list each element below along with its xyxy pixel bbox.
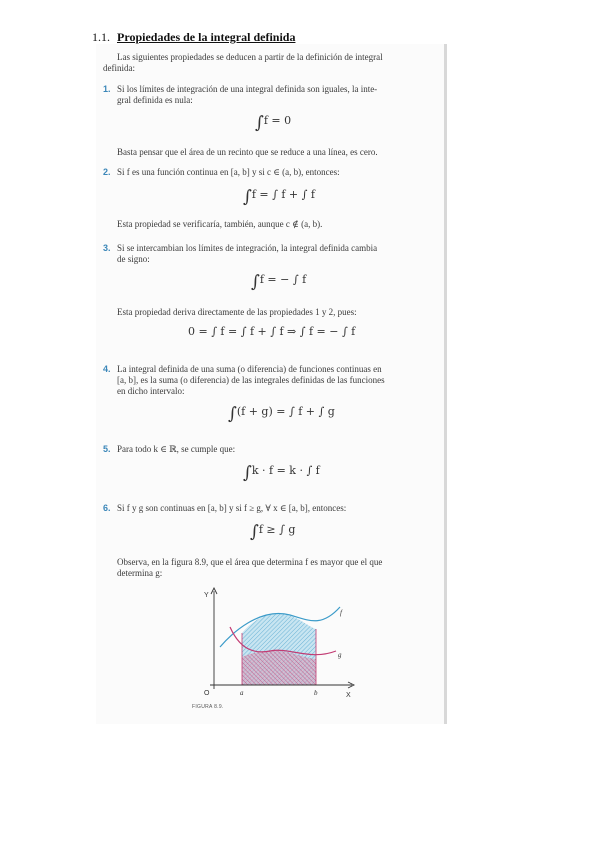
item-1-line-1: Si los límites de integración de una integral definida son iguales, la inte-	[117, 84, 378, 94]
item-number-4: 4.	[103, 364, 111, 374]
label-b: b	[314, 689, 318, 697]
formula-2	[243, 187, 315, 207]
note-3: Esta propiedad deriva directamente de las propiedades 1 y 2, pues:	[117, 307, 357, 317]
item-number-5: 5.	[103, 444, 111, 454]
item-number-3: 3.	[103, 243, 111, 253]
item-number-1: 1.	[103, 84, 111, 94]
formula-2-text: f = ∫ f + ∫ f	[251, 188, 315, 201]
formula-3	[251, 272, 306, 292]
formula-3b	[188, 325, 355, 338]
formula-6-text: f ≥ ∫ g	[258, 523, 296, 536]
formula-3-text: f = − ∫ f	[259, 273, 307, 286]
label-f: f	[340, 609, 342, 617]
item-number-2: 2.	[103, 167, 111, 177]
item-4-line-3: en dicho intervalo:	[117, 386, 185, 396]
integral-sign: ∫	[255, 113, 264, 133]
label-y: Y	[204, 592, 209, 599]
note-1: Basta pensar que el área de un recinto que se reduce a una línea, es cero.	[117, 147, 378, 157]
item-4-line-2: [a, b], es la suma (o diferencia) de las integrales definidas de las funciones	[117, 375, 385, 385]
note-6-line-2: determina g:	[117, 568, 163, 578]
item-4-line-1: La integral definida de una suma (o diferencia) de funciones continuas en	[117, 364, 382, 374]
formula-1	[255, 113, 291, 133]
label-a: a	[240, 689, 244, 697]
figure-caption: FIGURA 8.9.	[192, 704, 224, 710]
formula-1-text: f = 0	[263, 114, 292, 127]
formula-5-text: k · f = k · ∫ f	[251, 464, 320, 477]
note-6-line-1: Observa, en la figura 8.9, que el área que determina f es mayor que el que	[117, 557, 383, 567]
label-o: O	[204, 690, 210, 697]
label-x: X	[346, 692, 351, 699]
item-3-line-1: Si se intercambian los límites de integración, la integral definida cambia	[117, 243, 378, 253]
section-heading: Propiedades de la integral definida	[117, 30, 296, 44]
note-2: Esta propiedad se verificaría, también, aunque c ∉ (a, b).	[117, 219, 323, 229]
item-3-line-2: de signo:	[117, 254, 150, 264]
formula-4-text: (f + g) = ∫ f + ∫ g	[236, 405, 335, 418]
integral-sign: ∫	[243, 463, 252, 483]
figure-8-9	[190, 585, 360, 705]
formula-6	[250, 522, 295, 542]
scan-edge	[444, 44, 447, 724]
item-6-line-1: Si f y g son continuas en [a, b] y si f ≥ g, ∀ x ∈ [a, b], entonces:	[117, 503, 347, 513]
section-number: 1.1.	[92, 30, 110, 44]
section-title	[92, 30, 295, 45]
item-number-6: 6.	[103, 503, 111, 513]
intro-line-2: definida:	[103, 63, 135, 73]
formula-4	[228, 404, 335, 424]
formula-5	[243, 463, 320, 483]
integral-sign: ∫	[228, 404, 237, 424]
label-g: g	[338, 651, 342, 659]
formula-3b-text: 0 = ∫ f = ∫ f + ∫ f ⇒ ∫ f = − ∫ f	[188, 325, 356, 338]
integral-sign: ∫	[243, 187, 252, 207]
item-2-line-1: Si f es una función continua en [a, b] y si c ∈ (a, b), entonces:	[117, 167, 340, 177]
integral-sign: ∫	[251, 272, 260, 292]
item-5-line-1: Para todo k ∈ ℝ, se cumple que:	[117, 444, 236, 454]
intro-line-1: Las siguientes propiedades se deducen a partir de la definición de integral	[117, 52, 383, 62]
item-1-line-2: gral definida es nula:	[117, 95, 193, 105]
integral-sign: ∫	[250, 522, 259, 542]
